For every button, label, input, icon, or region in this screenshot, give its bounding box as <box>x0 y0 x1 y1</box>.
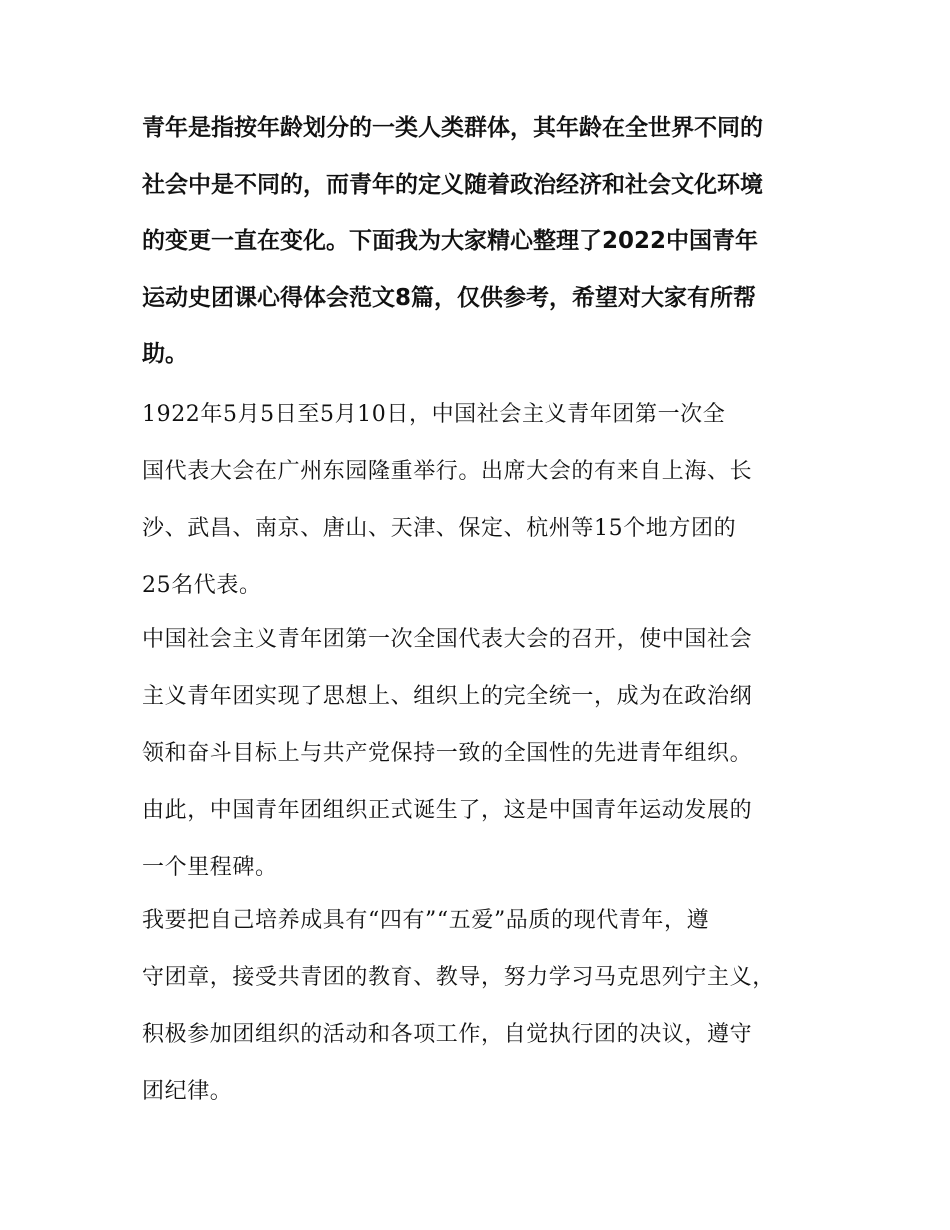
text-line: 由此，中国青年团组织正式诞生了，这是中国青年运动发展的 <box>142 798 753 823</box>
text-line: 沙、武昌、南京、唐山、天津、保定、杭州等15个地方团的 <box>142 516 737 541</box>
text-line: 助。 <box>142 341 188 367</box>
text-line: 运动史团课心得体会范文8篇，仅供参考，希望对大家有所帮 <box>142 284 757 311</box>
text-line: 25名代表。 <box>142 573 262 598</box>
text-line: 社会中是不同的，而青年的定义随着政治经济和社会文化环境 <box>142 171 763 198</box>
text-line: 1922年5月5日至5月10日，中国社会主义青年团第一次全 <box>142 402 726 427</box>
body-paragraph-3 <box>142 892 842 1120</box>
text-line: 青年是指按年龄划分的一类人类群体，其年龄在全世界不同的 <box>142 115 763 141</box>
text-line: 一个里程碑。 <box>142 855 278 880</box>
text-line: 主义青年团实现了思想上、组织上的完全统一，成为在政治纲 <box>142 684 753 709</box>
body-paragraph-1 <box>142 386 842 614</box>
text-line: 的变更一直在变化。下面我为大家精心整理了2022中国青年 <box>142 228 759 254</box>
text-line: 团纪律。 <box>142 1079 233 1104</box>
text-line: 国代表大会在广州东园隆重举行。出席大会的有来自上海、长 <box>142 459 753 484</box>
text-line: 我要把自己培养成具有“四有”“五爱”品质的现代青年，遵 <box>142 908 710 933</box>
text-line: 领和奋斗目标上与共产党保持一致的全国性的先进青年组织。 <box>142 741 753 766</box>
text-line: 积极参加团组织的活动和各项工作，自觉执行团的决议，遵守 <box>142 1022 753 1047</box>
intro-paragraph <box>142 100 842 383</box>
text-line: 守团章，接受共青团的教育、教导，努力学习马克思列宁主义， <box>142 965 775 990</box>
body-paragraph-2 <box>142 611 842 896</box>
text-line: 中国社会主义青年团第一次全国代表大会的召开，使中国社会 <box>142 627 753 652</box>
